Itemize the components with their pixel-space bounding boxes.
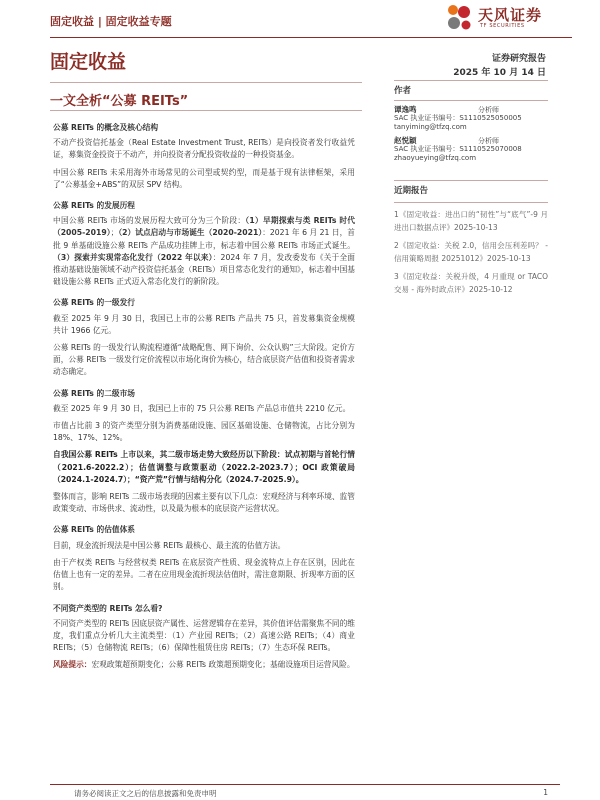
bold-paragraph: 自我国公募 REITs 上市以来，其二级市场走势大致经历以下阶段：试点初期与首轮行情（2021.6-2022.2）；估值调整与政策驱动（2022.2-2023.7）；OCI 政策破局（2024.1-2024.7）；“资产荒”行情与结构分化（2024.7-2025.9）。 [53, 450, 355, 484]
section-heading: 公募 REITs 的概念及核心结构 [53, 123, 159, 132]
text-run: ； [110, 228, 119, 238]
author-role: 分析师 [478, 136, 499, 145]
paragraph: 中国公募 REITs 未采用海外市场常见的公司型或契约型，而是基于现有法律框架，采用了“公募基金+ABS”的双层 SPV 结构。 [53, 167, 355, 189]
recent-reports-heading: 近期报告 [394, 186, 429, 197]
header-divider [50, 37, 572, 38]
section-heading: 不同资产类型的 REITs 怎么看? [53, 603, 163, 613]
recent-report-item[interactable]: 3《固定收益：关税升级，4 月重现 or TACO 交易 - 海外时政点评》2025-10-12 [394, 272, 548, 294]
author-name: 谭逸鸣 [394, 105, 417, 114]
paragraph: 截至 2025 年 9 月 30 日，我国已上市的公募 REITs 产品共 75 只，首发募集资金规模共计 1966 亿元。 [53, 313, 355, 335]
title-divider [50, 82, 362, 83]
section-heading: 公募 REITs 的二级市场 [53, 388, 135, 398]
brand-logo-mark-icon [444, 2, 474, 32]
sidebar-divider [394, 80, 548, 81]
author-card [394, 136, 548, 164]
author-name: 赵悦颖 [394, 135, 417, 145]
paragraph: 市值占比前 3 的资产类型分别为消费基础设施、园区基础设施、仓储物流，占比分别为 18%、17%、12%。 [53, 421, 355, 443]
sidebar-divider [394, 180, 548, 181]
footer-disclaimer: 请务必阅读正文之后的信息披露和免责申明 [74, 789, 217, 798]
page-number: 1 [543, 788, 548, 797]
paragraph: 目前，现金流折现法是中国公募 REITs 最核心、最主流的估值方法。 [53, 540, 286, 550]
author-cert: SAC 执业证书编号：S1110525070008 [394, 144, 522, 153]
recent-report-item[interactable]: 2《固定收益：关税 2.0，信用会压利差吗？ - 信用策略周报 20251012》2025-10-13 [394, 241, 548, 263]
paragraph: 截至 2025 年 9 月 30 日，我国已上市的 75 只公募 REITs 产品总市值共 2210 亿元。 [53, 403, 351, 413]
risk-text: 宏观政策超预期变化；公募 REITs 政策超预期变化；基础设施项目运营风险。 [91, 660, 355, 670]
authors-heading: 作者 [394, 86, 412, 96]
report-category: 固定收益 | 固定收益专题 [50, 15, 172, 28]
text-run: ：2021 年 6 月 21 日，首批 9 单基础设施公募 REITs 产品成功挂牌上市，标志着中国公募 REITs 市场正式诞生。 [53, 228, 355, 250]
footer-divider [50, 784, 560, 785]
brand-name-en: TF SECURITIES [480, 23, 525, 29]
paragraph: 公募 REITs 的一级发行认购流程遵循“战略配售、网下询价、公众认购”三大阶段。定价方面，公募 REITs 一级发行定价流程以市场化询价为核心，结合底层资产估值和投资者需求动态确定。 [53, 343, 355, 377]
subtitle-divider [50, 110, 362, 111]
development-paragraph [53, 215, 355, 288]
author-card [394, 105, 548, 133]
paragraph: 不动产投资信托基金（Real Estate Investment Trust, REITs）是向投资者发行收益凭证，募集资金投资于不动产，并向投资者分配投资收益的一种投资基金。 [53, 138, 355, 160]
author-email[interactable]: zhaoyueying@tfzq.com [394, 154, 477, 163]
sidebar-divider [394, 202, 548, 203]
main-content [53, 122, 355, 677]
section-heading: 公募 REITs 的发展历程 [53, 201, 135, 211]
paragraph: 不同资产类型的 REITs 因底层资产属性、运营逻辑存在差异，其价值评估需聚焦不同的维度，我们重点分析几大主流类型：（1）产业园 REITs；（2）高速公路 REITs；（4）商业 REITs；（5）仓储物流 REITs；（6）保障性租赁住房 REITs；（7）生态环保 REITs。 [53, 618, 355, 653]
text-run: ：2024 年 7 月，发改委发布《关于全面推动基础设施领域不动产投资信托基金（REITs）项目常态化发行的通知》，标志着中国基础设施公募 REITs 正式迈入常态化发行的新阶段。 [53, 252, 355, 287]
sidebar [394, 80, 548, 302]
report-date: 2025 年 10 月 14 日 [453, 68, 546, 78]
stage-2: （2）试点启动与市场诞生（2020-2021） [118, 228, 263, 238]
stage-3: （3）探索并实现常态化发行（2022 年以来） [53, 252, 213, 262]
sidebar-divider [394, 100, 548, 101]
paragraph: 整体而言，影响 REITs 二级市场表现的因素主要有以下几点：宏观经济与利率环境、监管政策变动、市场供求、流动性，以及最为根本的底层资产运营状况。 [53, 492, 355, 514]
recent-report-item[interactable]: 1《固定收益：进出口的“韧性”与“底气”-9 月进出口数据点评》2025-10-13 [394, 210, 548, 232]
author-cert: SAC 执业证书编号：S1110525050005 [394, 114, 522, 123]
author-email[interactable]: tanyiming@tfzq.com [394, 123, 467, 132]
section-heading: 公募 REITs 的一级发行 [53, 298, 135, 308]
brand-name-cn: 天风证券 [478, 6, 543, 24]
text-run: 中国公募 REITs 市场的发展历程大致可分为三个阶段： [53, 216, 246, 226]
report-type: 证券研究报告 [491, 54, 546, 64]
stage-1: （1）早期探索与类 REITs 时代（2005-2019） [53, 216, 355, 238]
risk-label: 风险提示： [53, 660, 92, 670]
report-subtitle: 一文全析“公募 REITs” [50, 94, 189, 109]
risk-warning [53, 659, 355, 671]
paragraph: 由于产权类 REITs 与经营权类 REITs 在底层资产性质、现金流特点上存在区别，因此在估值上也有一定的差异。二者在应用现金流折现法估值时，需注意期限、折现率方面的区别。 [53, 557, 355, 592]
page-title: 固定收益 [50, 51, 127, 73]
section-heading: 公募 REITs 的估值体系 [53, 525, 135, 535]
author-role: 分析师 [478, 106, 499, 114]
brand-logo [444, 2, 584, 34]
